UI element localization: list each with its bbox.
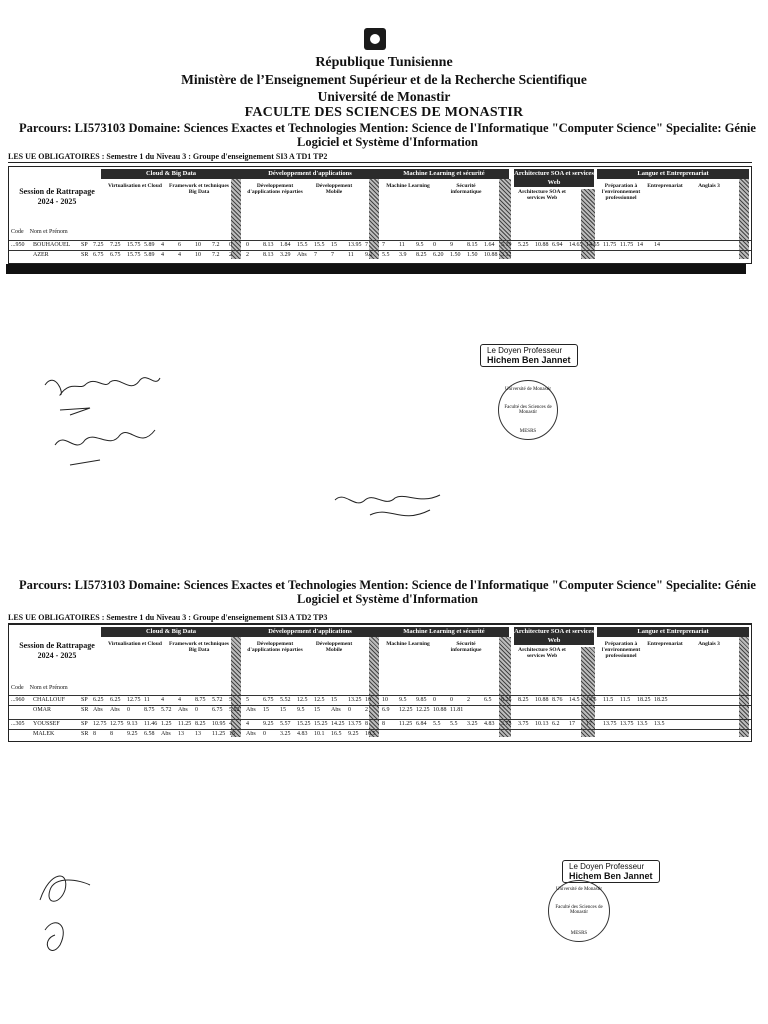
- grade-cell: 6.94: [552, 242, 563, 248]
- grade-cell: 17: [586, 721, 592, 727]
- score-line-sr: [81, 252, 518, 260]
- grade-cell: 11.75: [620, 242, 634, 248]
- signature-2: [330, 490, 450, 530]
- grade-cell: 4.83: [484, 721, 495, 727]
- parcours-line: Logiciel et Système d'Information: [297, 135, 478, 149]
- student-firstname: OMAR: [33, 707, 52, 713]
- grade-cell: 10.88: [535, 697, 549, 703]
- university-seal-2: [548, 880, 610, 942]
- grade-cell: 9.5: [399, 697, 407, 703]
- grade-cell: 3.9: [399, 252, 407, 258]
- grade-cell: 13: [195, 731, 201, 737]
- grade-cell: 7.25: [93, 242, 104, 248]
- seal-text: Université de Monastir: [504, 387, 552, 392]
- column-headers: [11, 229, 68, 235]
- grade-cell: 4.83: [297, 731, 308, 737]
- grade-cell: 9: [450, 242, 453, 248]
- score-line-sp: [81, 242, 671, 250]
- module-soa: Architecture SOA et services Web: [514, 628, 594, 644]
- course-lang-b: Entreprenariat: [647, 183, 683, 189]
- course-cloud-b: Framework et techniques Big Data: [169, 183, 229, 195]
- grade-cell: 7: [382, 242, 385, 248]
- grade-cell: 7.2: [212, 242, 220, 248]
- grade-cell: 8.13: [263, 252, 274, 258]
- grade-cell: 3.75: [518, 721, 529, 727]
- parcours-heading-2: [15, 578, 760, 606]
- grade-cell: 7: [331, 252, 334, 258]
- grade-cell: 11: [399, 242, 405, 248]
- grade-cell: 6.75: [212, 707, 223, 713]
- grade-cell: 18.25: [654, 697, 668, 703]
- grade-cell: 6.20: [433, 252, 444, 258]
- table-row: [9, 719, 751, 729]
- grade-cell: 6.25: [110, 697, 121, 703]
- grade-cell: 10: [365, 697, 371, 703]
- grade-cell: 3.12: [501, 252, 512, 258]
- course-cloud-b: Framework et techniques Big Data: [169, 641, 229, 653]
- parcours-line: Parcours: LI573103 Domaine: Sciences Exactes et Technologies Mention: Science de l'Informatique "Computer Science" Specialite: Génie: [19, 121, 756, 135]
- course-cloud-a: Virtualisation et Cloud: [108, 183, 162, 189]
- module-lang: Langue et Entreprenariat: [597, 627, 749, 637]
- grade-cell: 7.25: [110, 242, 121, 248]
- grade-cell: 5.25: [518, 242, 529, 248]
- name-header: Nom et Prénom: [29, 685, 68, 691]
- grade-cell: 1.64: [484, 242, 495, 248]
- grade-cell: 9.2: [365, 252, 373, 258]
- course-lang-a: Préparation à l'environnement professionnel: [601, 183, 641, 201]
- grade-cell: 0: [433, 697, 436, 703]
- grade-cell: 8.15: [467, 242, 478, 248]
- grade-cell: 5.72: [161, 707, 172, 713]
- module-lang: Langue et Entreprenariat: [597, 169, 749, 179]
- grade-cell: Abs: [93, 707, 103, 713]
- grade-cell: 9.25: [127, 731, 138, 737]
- course-ml-b: Sécurité informatique: [450, 641, 482, 653]
- grade-cell: 10.13: [535, 721, 549, 727]
- stamp-title: Le Doyen Professeur: [569, 862, 645, 871]
- grade-cell: 11.25: [178, 721, 192, 727]
- grade-cell: 6.9: [382, 707, 390, 713]
- course-cloud-a: Virtualisation et Cloud: [108, 641, 162, 647]
- table-row: [9, 250, 751, 260]
- grade-cell: 14: [637, 242, 643, 248]
- course-dev-b: Développement Mobile: [315, 641, 353, 653]
- grade-cell: 5.5: [450, 721, 458, 727]
- university-seal-1: [498, 380, 558, 440]
- module-soa: Architecture SOA et services Web: [514, 170, 594, 186]
- grade-cell: 13.75: [603, 721, 617, 727]
- grade-cell: 8.13: [263, 242, 274, 248]
- grade-cell: 6.2: [552, 721, 560, 727]
- code-header: Code: [11, 685, 24, 691]
- seal-bottom: MESRS: [570, 931, 588, 936]
- stamp-name: Hichem Ben Jannet: [487, 355, 571, 365]
- grade-cell: 15: [314, 707, 320, 713]
- grade-cell: Abs: [178, 707, 188, 713]
- grade-cell: 11.5: [620, 697, 631, 703]
- session-label: [11, 187, 103, 207]
- grade-cell: 9.85: [416, 697, 427, 703]
- grade-cell: 8: [110, 731, 113, 737]
- grade-cell: 15: [280, 707, 286, 713]
- score-line-sr: [81, 731, 382, 739]
- grade-cell: 9.13: [127, 721, 138, 727]
- grade-cell: 18.25: [637, 697, 651, 703]
- grade-cell: 13.95: [348, 242, 362, 248]
- student-lastname: CHALLOUF: [33, 697, 66, 703]
- module-cloud: Cloud & Big Data: [101, 627, 241, 637]
- table-row: [9, 240, 751, 250]
- grade-cell: 8: [382, 721, 385, 727]
- grade-cell: 10.88: [484, 252, 498, 258]
- redacted-row: [6, 264, 746, 274]
- grade-cell: 0: [195, 707, 198, 713]
- table-row: [9, 729, 751, 739]
- grade-cell: 11.75: [603, 242, 617, 248]
- grade-cell: 7.2: [212, 252, 220, 258]
- column-headers: [11, 685, 68, 691]
- course-ml-a: Machine Learning: [386, 641, 430, 647]
- score-line-sp: [81, 697, 671, 705]
- grade-cell: 15.5: [297, 242, 308, 248]
- grade-cell: 13.75: [620, 721, 634, 727]
- grade-cell: 1.84: [280, 242, 291, 248]
- grade-cell: 4: [161, 697, 164, 703]
- grade-cell: 15: [229, 731, 235, 737]
- grade-cell: 11.25: [212, 731, 226, 737]
- course-lang-a: Préparation à l'environnement professionnel: [601, 641, 641, 659]
- module-ml: Machine Learning et sécurité: [379, 169, 509, 179]
- grade-cell: 2: [246, 252, 249, 258]
- grade-cell: 11: [348, 252, 354, 258]
- grade-cell: 6.5: [484, 697, 492, 703]
- grade-cell: 0: [263, 731, 266, 737]
- grade-cell: 14.65: [569, 242, 583, 248]
- grade-cell: 4: [161, 242, 164, 248]
- grade-cell: 2: [467, 697, 470, 703]
- grade-cell: 6.58: [144, 731, 155, 737]
- student-code: ...305: [11, 721, 25, 727]
- republic-title: République Tunisienne: [315, 55, 453, 70]
- student-code: ...960: [11, 697, 25, 703]
- course-dev-b: Développement Mobile: [315, 183, 353, 195]
- course-lang-c: Anglais 3: [698, 183, 720, 189]
- stamp-name: Hichem Ben Jannet: [569, 871, 653, 881]
- grade-cell: 5.5: [433, 721, 441, 727]
- grade-cell: 9.5: [297, 707, 305, 713]
- ue-title-1: LES UE OBLIGATOIRES : Semestre 1 du Niveau 3 : Groupe d'enseignement SI3 A TD1 TP2: [8, 152, 752, 163]
- session-year: 2024 - 2025: [37, 197, 77, 206]
- grade-cell: 2: [229, 252, 232, 258]
- grade-cell: 8.75: [195, 697, 206, 703]
- seal-text: Université de Monastir: [555, 887, 603, 892]
- grade-cell: 0: [433, 242, 436, 248]
- score-line-sr: [81, 707, 467, 715]
- dean-stamp-1: [480, 344, 578, 367]
- grade-cell: 8.25: [416, 252, 427, 258]
- grade-cell: Abs: [161, 731, 171, 737]
- grade-cell: 7: [365, 242, 368, 248]
- grade-cell: 13.75: [348, 721, 362, 727]
- grade-cell: 7: [314, 252, 317, 258]
- university-title: Université de Monastir: [317, 89, 451, 104]
- grade-cell: 0: [229, 242, 232, 248]
- grade-cell: 1.50: [450, 252, 461, 258]
- module-cloud: Cloud & Big Data: [101, 169, 241, 179]
- grade-cell: 14: [654, 242, 660, 248]
- grade-cell: 3.25: [280, 731, 291, 737]
- grade-cell: 14.5: [586, 697, 597, 703]
- student-firstname: MALEK: [33, 731, 55, 737]
- grade-cell: 8: [93, 731, 96, 737]
- seal-inner: Faculté des Sciences de Monastir: [555, 905, 603, 915]
- grade-cell: 5.72: [212, 697, 223, 703]
- grade-cell: 5: [229, 697, 232, 703]
- course-ml-b: Sécurité informatique: [450, 183, 482, 195]
- grade-cell: SR: [81, 731, 89, 737]
- grade-cell: 5: [246, 697, 249, 703]
- grade-cell: 15.75: [127, 252, 141, 258]
- seal-bottom: MESRS: [519, 429, 537, 434]
- grade-cell: 17: [569, 721, 575, 727]
- score-line-sp: [81, 721, 671, 729]
- tunisia-emblem-icon: [364, 28, 386, 50]
- grade-cell: 9.5: [416, 242, 424, 248]
- grade-cell: 4: [229, 721, 232, 727]
- grade-cell: 11.5: [603, 697, 614, 703]
- grade-cell: 10.95: [212, 721, 226, 727]
- grade-cell: Abs: [246, 731, 256, 737]
- student-lastname: YOUSSEF: [33, 721, 60, 727]
- grade-cell: 6.25: [93, 697, 104, 703]
- grade-cell: 0: [348, 707, 351, 713]
- grade-cell: 5.89: [144, 252, 155, 258]
- grade-cell: 6.75: [110, 252, 121, 258]
- grade-cell: 12.25: [416, 707, 430, 713]
- grade-cell: 14.5: [569, 697, 580, 703]
- grade-cell: 13.25: [348, 697, 362, 703]
- student-lastname: BOUHAOUEL: [33, 242, 71, 248]
- grade-cell: Abs: [331, 707, 341, 713]
- grade-cell: 10.5: [365, 731, 376, 737]
- course-soa-a: Architecture SOA et services Web: [518, 189, 566, 201]
- grade-cell: 5.19: [501, 242, 512, 248]
- course-ml-a: Machine Learning: [386, 183, 430, 189]
- grade-cell: 9.25: [263, 721, 274, 727]
- session-line: Session de Rattrapage: [19, 187, 95, 196]
- grade-cell: 15.25: [297, 721, 311, 727]
- grade-cell: 6.75: [263, 697, 274, 703]
- grades-table-2: [8, 624, 752, 742]
- grade-cell: 16.5: [331, 731, 342, 737]
- grade-cell: 4: [246, 721, 249, 727]
- course-soa-a: Architecture SOA et services Web: [518, 647, 566, 659]
- grade-cell: 15.5: [314, 242, 325, 248]
- grade-cell: SP: [81, 721, 88, 727]
- grade-cell: 13.5: [654, 721, 665, 727]
- grade-cell: Abs: [110, 707, 120, 713]
- signature-1: [40, 370, 180, 480]
- table-row: [9, 705, 751, 715]
- grade-cell: 4: [178, 252, 181, 258]
- grade-cell: 12.75: [93, 721, 107, 727]
- name-header: Nom et Prénom: [29, 229, 68, 235]
- code-header: Code: [11, 229, 24, 235]
- grade-cell: 10: [382, 697, 388, 703]
- grade-cell: 8.25: [501, 697, 512, 703]
- grade-cell: 8.25: [518, 697, 529, 703]
- grade-cell: 8.75: [144, 707, 155, 713]
- grade-cell: 15: [331, 242, 337, 248]
- grade-cell: 12.5: [297, 697, 308, 703]
- grade-cell: 10.1: [314, 731, 325, 737]
- table-row: [9, 695, 751, 705]
- grade-cell: 12.75: [127, 697, 141, 703]
- session-line: Session de Rattrapage: [19, 641, 95, 650]
- grade-cell: 8.25: [195, 721, 206, 727]
- grade-cell: 9.25: [348, 731, 359, 737]
- grade-cell: 8.76: [552, 697, 563, 703]
- grade-cell: SR: [81, 707, 89, 713]
- grade-cell: 13.5: [637, 721, 648, 727]
- grade-cell: 8: [365, 721, 368, 727]
- grade-cell: 10.88: [535, 242, 549, 248]
- grade-cell: 11.25: [399, 721, 413, 727]
- seal-inner: Faculté des Sciences de Monastir: [504, 405, 552, 415]
- course-lang-b: Entreprenariat: [647, 641, 683, 647]
- grade-cell: 2: [365, 707, 368, 713]
- grade-cell: 5.52: [229, 707, 240, 713]
- parcours-line: Logiciel et Système d'Information: [297, 592, 478, 606]
- session-label: [11, 641, 103, 661]
- faculty-title: FACULTE DES SCIENCES DE MONASTIR: [244, 105, 524, 120]
- ue-title-2: LES UE OBLIGATOIRES : Semestre 1 du Niveau 3 : Groupe d'enseignement SI3 A TD2 TP3: [8, 613, 752, 624]
- parcours-line: Parcours: LI573103 Domaine: Sciences Exactes et Technologies Mention: Science de l'Informatique "Computer Science" Specialite: Génie: [19, 578, 756, 592]
- grade-cell: 12.25: [399, 707, 413, 713]
- grade-cell: 11.46: [144, 721, 158, 727]
- grade-cell: 10: [195, 252, 201, 258]
- grade-cell: 5.57: [280, 721, 291, 727]
- grade-cell: 6: [178, 242, 181, 248]
- signature-3: [30, 860, 100, 970]
- grade-cell: 1.25: [161, 721, 172, 727]
- grade-cell: 1.50: [467, 252, 478, 258]
- grade-cell: SR: [81, 252, 89, 258]
- student-firstname: AZER: [33, 252, 49, 258]
- grade-cell: 12.75: [110, 721, 124, 727]
- grade-cell: 3.29: [280, 252, 291, 258]
- grades-table-1: [8, 166, 752, 264]
- grade-cell: 5.89: [144, 242, 155, 248]
- grade-cell: 6.84: [416, 721, 427, 727]
- grade-cell: 12.5: [314, 697, 325, 703]
- grade-cell: Abs: [297, 252, 307, 258]
- grade-cell: SP: [81, 242, 88, 248]
- module-ml: Machine Learning et sécurité: [379, 627, 509, 637]
- grade-cell: 10: [195, 242, 201, 248]
- grade-cell: 5.5: [382, 252, 390, 258]
- grade-cell: 15: [263, 707, 269, 713]
- ministry-title: Ministère de l’Enseignement Supérieur et de la Recherche Scientifique: [181, 72, 587, 87]
- session-year: 2024 - 2025: [37, 651, 77, 660]
- grade-cell: 15.75: [127, 242, 141, 248]
- grade-cell: 0: [127, 707, 130, 713]
- course-dev-a: Développement d'applications réparties: [247, 183, 303, 195]
- grade-cell: 3.25: [467, 721, 478, 727]
- course-lang-c: Anglais 3: [698, 641, 720, 647]
- grade-cell: 6.75: [93, 252, 104, 258]
- grade-cell: 15.25: [314, 721, 328, 727]
- grade-cell: Abs: [246, 707, 256, 713]
- grade-cell: 15: [331, 697, 337, 703]
- stamp-title: Le Doyen Professeur: [487, 346, 563, 355]
- grade-cell: 0: [246, 242, 249, 248]
- module-dev: Développement d'applications: [241, 169, 379, 179]
- grade-cell: 13: [178, 731, 184, 737]
- student-code: ...950: [11, 242, 25, 248]
- grade-cell: 0: [450, 697, 453, 703]
- grade-cell: 14.25: [331, 721, 345, 727]
- grade-cell: 5.52: [280, 697, 291, 703]
- grade-cell: 11: [144, 697, 150, 703]
- grade-cell: 4: [178, 697, 181, 703]
- grade-cell: 3.75: [501, 721, 512, 727]
- parcours-heading-1: [15, 121, 760, 149]
- grade-cell: 14.65: [586, 242, 600, 248]
- grade-cell: 11.81: [450, 707, 464, 713]
- grade-cell: 4: [161, 252, 164, 258]
- module-dev: Développement d'applications: [241, 627, 379, 637]
- grade-cell: 10.88: [433, 707, 447, 713]
- grade-cell: SP: [81, 697, 88, 703]
- course-dev-a: Développement d'applications réparties: [247, 641, 303, 653]
